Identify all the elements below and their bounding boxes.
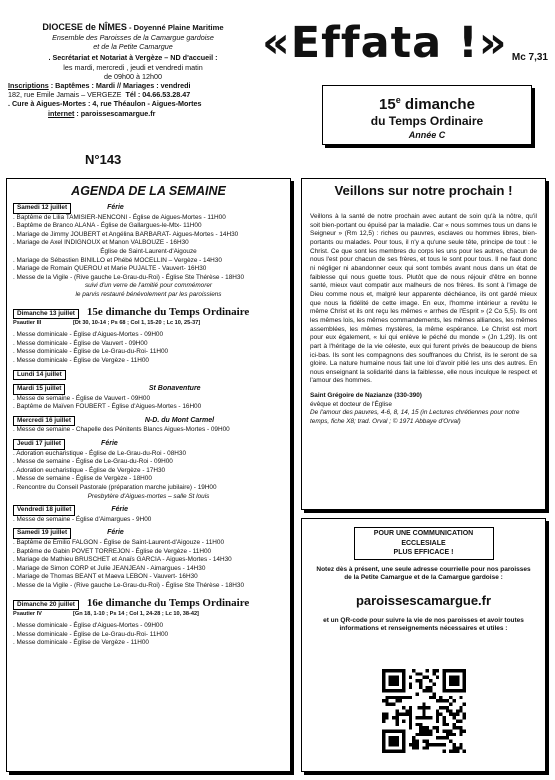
agenda-event: . Messe dominicale - Église de Le-Grau-du-Roi- 11H00 — [13, 630, 169, 638]
day-header — [13, 528, 284, 539]
qr-module — [463, 713, 466, 716]
feast-name: Férie — [101, 440, 118, 448]
qr-module — [459, 733, 462, 736]
qr-module — [409, 706, 412, 709]
qr-module — [385, 696, 388, 699]
qr-module — [459, 706, 462, 709]
address-line — [8, 90, 258, 99]
hours-line-2: de 09h00 à 12h00 — [104, 71, 162, 81]
qr-module — [409, 716, 412, 719]
qr-module — [432, 743, 435, 746]
agenda-event: . Baptême de Lilia TAMISIER-NENCONI - Église de Aigues-Mortes - 11H00 — [13, 213, 226, 221]
qr-module — [419, 672, 422, 675]
agenda-event: . Mariage de Thomas BEANT et Maeva LEBON - Vauvert- 16H30 — [13, 573, 198, 581]
agenda-day — [13, 596, 284, 648]
agenda-event: le parvis restauré bénévolement par les paroissiens — [75, 290, 222, 298]
agenda-event: . Messe dominicale - Église de Le-Grau-du-Roi- 11H00 — [13, 348, 169, 356]
ensemble-line-1: Ensemble des Paroisses de la Camargue gardoise — [52, 33, 214, 42]
qr-module — [442, 729, 445, 732]
qr-module — [419, 682, 422, 685]
qr-module — [392, 703, 395, 706]
agenda-box — [6, 178, 291, 772]
sunday-number: 15 — [379, 96, 396, 113]
communication-intro: Notez dès à présent, une seule adresse courrielle pour nos paroisses de la Petite Camargue et de la Camargue gardoise : — [316, 565, 531, 582]
qr-module — [446, 706, 449, 709]
agenda-day — [13, 439, 284, 501]
qr-module — [459, 729, 462, 732]
qr-module — [442, 736, 445, 739]
qr-module — [412, 740, 415, 743]
qr-module — [453, 733, 456, 736]
masthead — [262, 18, 552, 78]
qr-module — [439, 736, 442, 739]
qr-module — [439, 743, 442, 746]
qr-module — [422, 746, 425, 749]
agenda-event: . Messe dominicale - Église de Vergèze - 11H00 — [13, 639, 149, 647]
qr-module — [422, 740, 425, 743]
phone-number: Tél : 04.66.53.28.47 — [125, 90, 191, 100]
qr-module — [385, 703, 388, 706]
qr-module — [449, 709, 452, 712]
qr-module — [456, 719, 459, 722]
sunday-title — [323, 91, 531, 114]
agenda-day — [13, 528, 284, 590]
agenda-event: . Messe de semaine - Église de Vergèze - 18H00 — [13, 475, 152, 483]
hours-line-1: les mardi, mercredi , jeudi et vendredi matin — [63, 62, 203, 72]
qr-module — [409, 743, 412, 746]
qr-module — [429, 679, 432, 682]
agenda-day — [13, 384, 284, 412]
day-label: Jeudi 17 juillet — [13, 439, 65, 450]
gospel-reference: Mc 7,31 — [511, 52, 548, 63]
feast-name: St Bonaventure — [148, 385, 201, 393]
qr-module — [463, 716, 466, 719]
qr-module — [409, 709, 412, 712]
agenda-event: . Messe de la Vigile - (Rive gauche Le-Grau-du-Roi) - Église Ste Thérèse - 18H30 — [13, 581, 244, 589]
sunday-heading: 15e dimanche du Temps Ordinaire — [86, 305, 250, 318]
internet-label: internet — [48, 108, 75, 118]
qr-module — [409, 713, 412, 716]
agenda-title: AGENDA DE LA SEMAINE — [71, 184, 226, 198]
qr-module — [422, 733, 425, 736]
banner-line-1: POUR UNE COMMUNICATION ECCLESIALE — [373, 530, 474, 547]
agenda-event: . Baptême de Branco ALANA - Église de Gallargues-le-Mtx- 11H00 — [13, 222, 202, 230]
internet-line — [8, 109, 258, 118]
qr-module — [419, 679, 422, 682]
qr-module — [449, 740, 452, 743]
qr-module — [463, 750, 466, 753]
qr-module — [409, 723, 412, 726]
qr-module — [456, 709, 459, 712]
agenda-event: . Messe dominicale - Église d'Aigues-Mortes - 09H00 — [13, 622, 164, 630]
qr-module — [459, 709, 462, 712]
qr-module — [442, 723, 445, 726]
qr-module — [416, 693, 419, 696]
qr-module — [392, 716, 395, 719]
qr-module — [412, 743, 415, 746]
qr-module — [406, 713, 409, 716]
sunday-suffix: e — [395, 95, 401, 105]
qr-module — [429, 686, 432, 689]
feast-name: Férie — [107, 529, 124, 537]
qr-module — [432, 693, 435, 696]
qr-module — [456, 713, 459, 716]
qr-module — [459, 743, 462, 746]
qr-module — [416, 679, 419, 682]
qr-module — [399, 699, 402, 702]
qr-module — [446, 723, 449, 726]
qr-module — [422, 689, 425, 692]
qr-module — [412, 669, 415, 672]
qr-module — [453, 746, 456, 749]
qr-module — [432, 669, 435, 672]
qr-module — [432, 672, 435, 675]
psautier-line — [13, 319, 284, 327]
qr-module — [429, 689, 432, 692]
qr-module — [426, 686, 429, 689]
qr-module — [426, 669, 429, 672]
article-box — [301, 178, 546, 510]
qr-module — [426, 743, 429, 746]
qr-module — [426, 676, 429, 679]
qr-module — [422, 729, 425, 732]
qr-module — [395, 713, 398, 716]
qr-module — [426, 726, 429, 729]
qr-finder — [389, 676, 399, 686]
qr-module — [439, 713, 442, 716]
qr-module — [395, 709, 398, 712]
qr-module — [412, 736, 415, 739]
agenda-event: suivi d'un verre de l'amitié pour commémorer — [84, 282, 213, 290]
qr-module — [409, 686, 412, 689]
qr-module — [429, 743, 432, 746]
psautier: Psautier III — [13, 320, 42, 327]
agenda-day — [13, 203, 284, 300]
qr-module — [409, 676, 412, 679]
qr-module — [453, 726, 456, 729]
qr-module — [432, 726, 435, 729]
qr-module — [453, 723, 456, 726]
inscriptions-label: Inscriptions — [8, 81, 49, 91]
agenda-event: . Messe de semaine - Chapelle des Pénitents Blancs Aigues-Mortes - 09H00 — [13, 426, 230, 434]
qr-module — [446, 733, 449, 736]
agenda-event: . Adoration eucharistique - Église de Le-Grau-du-Roi - 08H30 — [13, 449, 186, 457]
qr-finder — [389, 736, 399, 746]
agenda-event: . Mariage de Jimmy JOUBERT et Angélina BARBARAT- Aigues-Mortes - 14H30 — [13, 230, 239, 238]
qr-module — [442, 719, 445, 722]
qr-module — [449, 750, 452, 753]
qr-description: et un QR-code pour suivre la vie de nos paroisses et avoir toutes informations et renseignements nécessaires et utiles : — [323, 616, 524, 633]
qr-module — [409, 719, 412, 722]
article-body: Veillons à la santé de notre prochain avec autant de soin qu'à la nôtre, qu'il soit bien-portant ou épuisé par la maladie. Car « nous sommes tous un dans le Seigneur » (Rm 12,5) : riches ou pauvres, esclaves ou hommes libres, bien-portants ou malades. Pour tous, il n'y a qu'une seule tête, principe de tout : le Christ. Ce que sont les membres du corps les uns pour les autres, chacun de nous l'est pour chacun de ses frères, et tous le sont pour tous. Il ne faut donc ni négliger ni abandonner ceux qui sont tombés avant nous dans un état de faiblesse qui nous guette tous. Plutôt que de nous réjouir d'être en bonne santé, mieux vaut compatir aux malheurs de nos frères. Ils sont à l'image de Dieu comme nous et, malgré leur apparente déchéance, ils ont gardé mieux que nous la fidélité de cette image. En eux, l'homme intérieur a revêtu le même Christ et ils ont reçu les mêmes « arrhes de l'Esprit » (2 Co 5,5). Ils ont les mêmes lois, les mêmes commandements, les mêmes alliances, les mêmes assemblées, les mêmes mystères, la même espérance. Le Christ est mort pour eux également, « lui qui enlève le péché du monde » (Jn 1,29). Ils ont part à l'héritage de la vie céleste, eux qui furent privés de beaucoup de biens ici-bas. Ils sont les compagnons des souffrances du Christ, ils le seront de sa gloire. La nature humaine nous fait une loi d'avoir pitié les uns des autres. En nous enseignant la solidarité dans la faiblesse, elle nous inculque le respect et l'amour des hommes. — [310, 213, 537, 385]
feast-name: Férie — [111, 506, 129, 514]
banner-line-2: PLUS EFFICACE ! — [393, 549, 454, 556]
agenda-event: . Adoration eucharistique - Église de Vergèze - 17H30 — [13, 466, 166, 474]
parish-header — [8, 22, 258, 118]
qr-module — [459, 746, 462, 749]
agenda-event: . Messe dominicale - Église de Vauvert - 09H00 — [13, 339, 148, 347]
issue-number: N°143 — [85, 152, 122, 167]
qr-module — [436, 729, 439, 732]
qr-module — [449, 713, 452, 716]
qr-module — [402, 696, 405, 699]
sunday-box — [322, 85, 532, 145]
qr-module — [385, 716, 388, 719]
qr-module — [432, 682, 435, 685]
day-label: Vendredi 18 juillet — [13, 505, 75, 516]
agenda-day — [13, 416, 284, 435]
qr-module — [389, 703, 392, 706]
readings: [Gn 18, 1-10 ; Ps 14 ; Col 1, 24-28 ; Lc 10, 38-42] — [73, 611, 199, 618]
qr-module — [436, 716, 439, 719]
agenda-event: . Mariage de Romain QUEROU et Marie PUJALTE - Vauvert- 16H30 — [13, 265, 207, 273]
qr-module — [422, 676, 425, 679]
qr-module — [436, 719, 439, 722]
qr-module — [409, 726, 412, 729]
qr-module — [406, 709, 409, 712]
qr-module — [409, 682, 412, 685]
ensemble-line-2: et de la Petite Camargue — [93, 42, 173, 52]
qr-module — [426, 746, 429, 749]
day-header — [13, 439, 284, 450]
qr-module — [439, 699, 442, 702]
qr-module — [416, 743, 419, 746]
qr-module — [439, 696, 442, 699]
day-label: Dimanche 13 juillet — [13, 309, 79, 320]
article-title: Veillons sur notre prochain ! — [334, 183, 513, 198]
psautier-line — [13, 610, 284, 618]
communication-banner — [354, 527, 494, 560]
qr-module — [436, 669, 439, 672]
internet-address: : paroissescamargue.fr — [74, 108, 156, 118]
qr-module — [442, 706, 445, 709]
article-source: De l'amour des pauvres, 4-6, 8, 14, 15 (in Lectures chrétiennes pour notre temps, fiche X8; trad. Orval ; © 1971 Abbaye d'Orval) — [310, 409, 520, 425]
feast-name: N-D. du Mont Carmel — [144, 416, 215, 424]
agenda-event: . Mariage de Simon CORP et Julie JEANJEAN - Aimargues - 14H30 — [13, 564, 206, 572]
qr-module — [463, 729, 466, 732]
masthead-title: «Effata !» — [262, 18, 508, 68]
qr-module — [406, 696, 409, 699]
qr-module — [436, 726, 439, 729]
qr-module — [402, 719, 405, 722]
address-text: 182, rue Emile Jamais – VERGEZE — [8, 90, 122, 100]
qr-module — [392, 696, 395, 699]
qr-module — [416, 740, 419, 743]
qr-module — [442, 716, 445, 719]
qr-module — [402, 713, 405, 716]
qr-module — [442, 743, 445, 746]
qr-module — [456, 726, 459, 729]
agenda-event: . Baptême de Emilio FALGON - Église de Saint-Laurent-d'Aigouze - 11H00 — [13, 539, 225, 546]
agenda-day — [13, 305, 284, 366]
qr-module — [449, 733, 452, 736]
qr-module — [426, 733, 429, 736]
agenda-event: . Baptême de Gabin POVET TORREJON - Église de Vergèze - 11H00 — [13, 547, 212, 555]
qr-module — [453, 716, 456, 719]
agenda-event: . Messe de semaine - Église d'Aimargues - 9H00 — [13, 515, 152, 523]
qr-module — [416, 733, 419, 736]
qr-finder — [449, 676, 459, 686]
qr-module — [449, 696, 452, 699]
qr-module — [459, 696, 462, 699]
day-label: Samedi 12 juillet — [13, 203, 71, 214]
qr-module — [456, 750, 459, 753]
qr-module — [456, 746, 459, 749]
qr-module — [395, 696, 398, 699]
agenda-days — [13, 203, 284, 648]
agenda-event: . Mariage de Mathieu BRUSCHET et Anaïs GARCIA - Aigues-Mortes - 14H30 — [13, 556, 232, 564]
agenda-event: . Messe de la Vigile - (Rive gauche Le-Grau-du-Roi) - Église Ste Thérèse - 18H30 — [13, 273, 244, 281]
qr-module — [453, 743, 456, 746]
diocese-name: DIOCESE de NÎMES — [42, 22, 127, 32]
agenda-event: Église de Saint-Laurent-d'Aigouze — [100, 247, 197, 255]
qr-module — [419, 729, 422, 732]
agenda-day — [13, 505, 284, 524]
agenda-event: . Mariage de Sébastien BINILLO et Phébé MOCELLIN – Vergèze - 14H30 — [13, 256, 222, 264]
qr-module — [395, 699, 398, 702]
day-header — [13, 505, 284, 516]
qr-module — [422, 726, 425, 729]
doyenne-name: - Doyenné Plaine Maritime — [126, 23, 224, 32]
qr-module — [382, 716, 385, 719]
qr-module — [395, 716, 398, 719]
secretariat-line: . Secrétariat et Notariat à Vergèze – ND d'accueil : — [48, 53, 218, 63]
qr-module — [446, 729, 449, 732]
qr-module — [446, 736, 449, 739]
author-role: évêque et docteur de l'Église — [310, 400, 392, 408]
liturgical-year: Année C — [408, 130, 446, 140]
qr-module — [436, 676, 439, 679]
qr-module — [429, 696, 432, 699]
qr-module — [385, 713, 388, 716]
qr-module — [382, 713, 385, 716]
qr-cross-icon — [416, 716, 433, 719]
qr-module — [395, 719, 398, 722]
day-header — [13, 203, 284, 214]
qr-code[interactable] — [382, 669, 466, 753]
inscriptions-line — [8, 81, 258, 90]
readings: [Dt 30, 10-14 ; Ps 68 ; Col 1, 15-20 ; Lc 10, 25-37] — [73, 320, 201, 327]
qr-module — [449, 729, 452, 732]
qr-module — [453, 713, 456, 716]
day-header — [13, 416, 284, 427]
feast-name: Férie — [107, 204, 124, 211]
qr-module — [442, 699, 445, 702]
day-label: Dimanche 20 juillet — [13, 600, 79, 611]
qr-module — [419, 733, 422, 736]
qr-module — [436, 736, 439, 739]
website-address[interactable]: paroissescamargue.fr — [355, 592, 492, 608]
qr-module — [436, 709, 439, 712]
qr-module — [419, 723, 422, 726]
qr-module — [453, 699, 456, 702]
qr-module — [412, 746, 415, 749]
agenda-event: . Messe dominicale - Église de Vergèze - 11H00 — [13, 356, 149, 364]
qr-module — [402, 706, 405, 709]
qr-module — [419, 686, 422, 689]
agenda-event: . Messe de semaine - Église de Vauvert - 09H00 — [13, 394, 150, 402]
article-signature — [310, 392, 537, 426]
day-header — [13, 596, 284, 611]
day-header — [13, 370, 284, 381]
qr-module — [409, 696, 412, 699]
agenda-day — [13, 370, 284, 381]
qr-module — [416, 723, 419, 726]
qr-module — [449, 703, 452, 706]
qr-module — [416, 672, 419, 675]
cure-line: . Cure à Aigues-Mortes : 4, rue Théaulon - Aigues-Mortes — [8, 99, 202, 109]
day-label: Mercredi 16 juillet — [13, 416, 75, 427]
day-label: Lundi 14 juillet — [13, 370, 66, 381]
agenda-event: . Messe de semaine - Église de Le-Grau-du-Roi - 09H00 — [13, 458, 173, 466]
article-author: Saint Grégoire de Nazianze (330-390) — [310, 392, 422, 400]
qr-module — [426, 729, 429, 732]
qr-module — [453, 750, 456, 753]
sunday-word: dimanche — [400, 96, 475, 113]
day-header — [13, 384, 284, 395]
agenda-event: . Messe dominicale - Église d'Aigues-Mortes - 09H00 — [13, 331, 164, 339]
day-label: Mardi 15 juillet — [13, 384, 65, 395]
agenda-event: . Rencontre du Conseil Pastorale (préparation marche jubilaire) - 19H00 — [13, 484, 217, 492]
qr-module — [426, 740, 429, 743]
qr-module — [426, 689, 429, 692]
qr-module — [385, 699, 388, 702]
sunday-heading: 16e dimanche du Temps Ordinaire — [86, 596, 250, 609]
communication-box — [301, 518, 546, 772]
qr-module — [429, 733, 432, 736]
qr-module — [399, 696, 402, 699]
qr-module — [439, 706, 442, 709]
qr-module — [382, 719, 385, 722]
qr-module — [429, 729, 432, 732]
qr-module — [446, 709, 449, 712]
sunday-subtitle: du Temps Ordinaire — [370, 114, 484, 128]
qr-module — [442, 750, 445, 753]
qr-module — [436, 699, 439, 702]
qr-module — [459, 719, 462, 722]
qr-module — [463, 703, 466, 706]
day-header — [13, 305, 284, 320]
qr-module — [382, 699, 385, 702]
qr-module — [436, 743, 439, 746]
agenda-event: Presbytère d'Aigues-mortes – salle St louis — [87, 492, 210, 500]
qr-module — [389, 696, 392, 699]
day-label: Samedi 19 juillet — [13, 528, 71, 539]
inscriptions-text: : Baptêmes : Mardi // Mariages : vendredi — [48, 81, 191, 91]
qr-module — [419, 726, 422, 729]
agenda-event: . Baptême de Maïven FOUBERT - Église d'Aigues-Mortes - 16H00 — [13, 403, 202, 411]
qr-module — [432, 696, 435, 699]
qr-module — [446, 699, 449, 702]
qr-module — [416, 746, 419, 749]
psautier: Psautier IV — [13, 611, 42, 618]
diocese-line — [8, 22, 258, 33]
qr-cross-icon — [417, 706, 430, 709]
qr-module — [436, 713, 439, 716]
qr-module — [395, 723, 398, 726]
agenda-event: . Mariage de Axel INDIGNOUX et Manon VALBOUZE - 16H30 — [13, 239, 189, 247]
qr-module — [399, 713, 402, 716]
qr-module — [459, 726, 462, 729]
